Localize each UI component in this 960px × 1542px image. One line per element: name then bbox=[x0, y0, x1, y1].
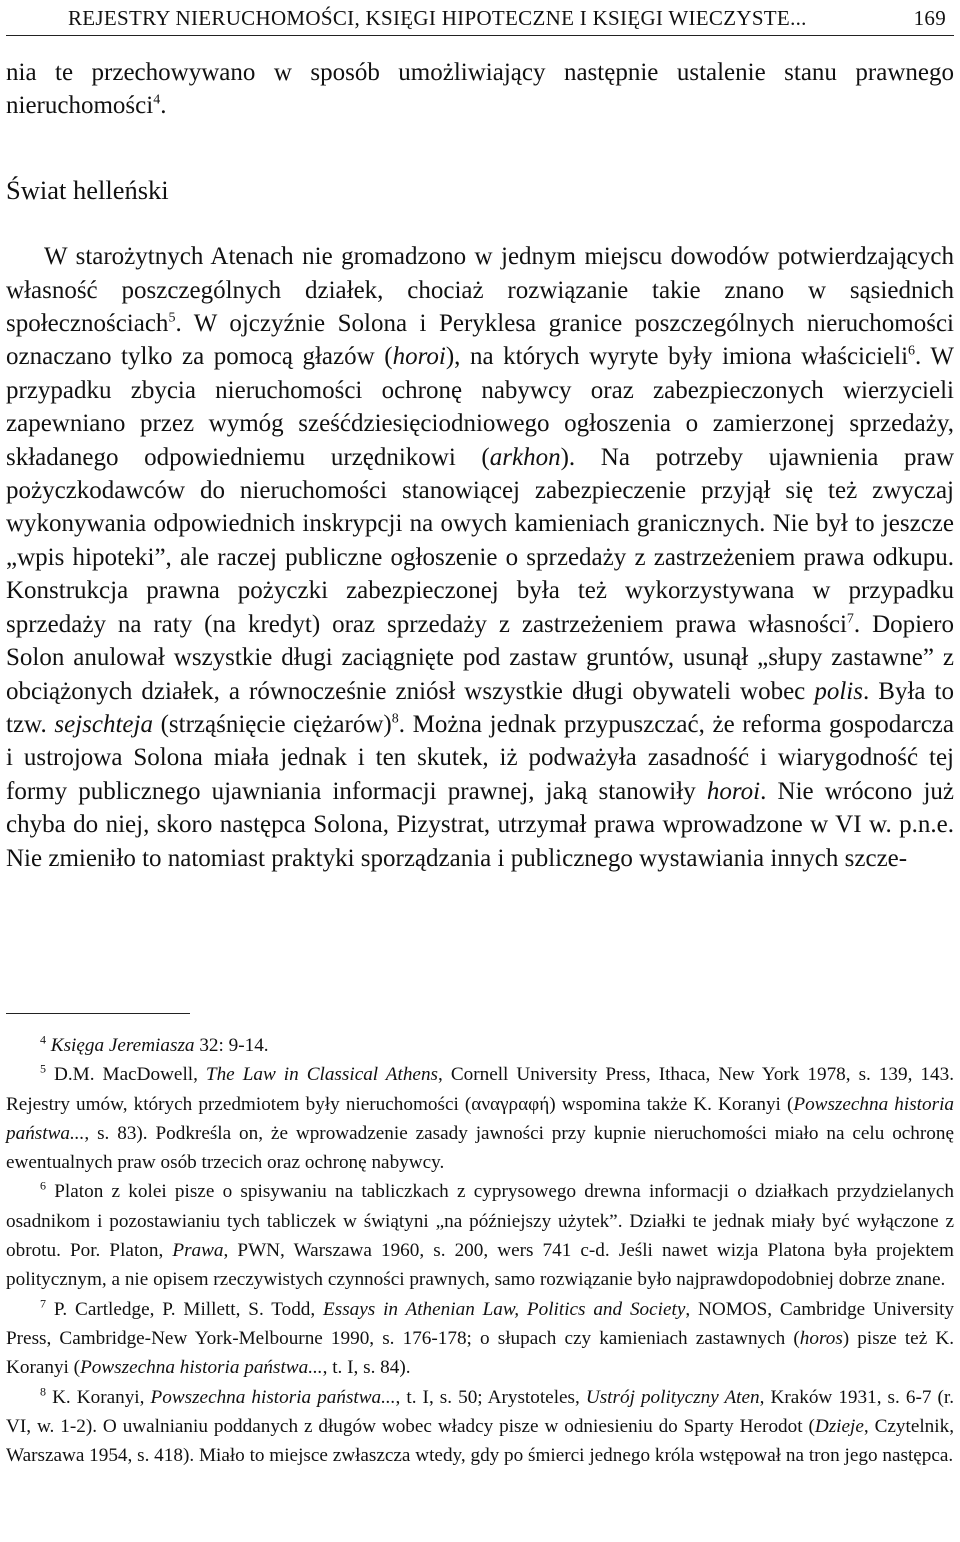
footnote-4: $^4$ Księga Jeremiasza 32: 9-14. bbox=[40, 1032, 269, 1056]
running-header bbox=[6, 0, 954, 36]
running-title: REJESTRY NIERUCHOMOŚCI, KSIĘGI HIPOTECZNE I KSIĘGI WIECZYSTE... bbox=[68, 6, 807, 30]
footnotes bbox=[6, 1031, 954, 1470]
footnote-number: 5 bbox=[40, 1061, 46, 1076]
term-horoi: horoi bbox=[706, 777, 761, 805]
term-sejschteja: sejschteja bbox=[54, 710, 153, 738]
footnote-number: 4 bbox=[40, 1032, 46, 1047]
footnote-ref-5[interactable]: 5 bbox=[168, 310, 176, 326]
footnote-5: $^5$ D.M. MacDowell, The Law in Classical Athens, Cornell University Press, Ithaca, New York 1978, s. 139, 143. Rejestry umów, których przedmiotem były nieruchomości (αναγραφή) wspomina także K. Koranyi (Powszechna historia państwa..., s. 83). Podkreśla on, że wprowadzenie zasady jawności przy kupnie nieruchomości miało na celu ochronę ewentualnych praw osób trzecich oraz ochronę nabywcy. bbox=[6, 1061, 955, 1174]
footnote-8: $^8$ K. Koranyi, Powszechna historia państwa..., t. I, s. 50; Arystoteles, Ustrój polityczny Aten, Kraków 1931, s. 6-7 (r. VI, w. 1-2). O uwalnianiu poddanych z długów wobec władcy pisze w odniesieniu do Sparty Herodot (Dzieje, Czytelnik, Warszawa 1954, s. 418). Miało to miejsce zwłaszcza wtedy, gdy po śmierci jednego króla wstępował na tron jego następca. bbox=[6, 1384, 955, 1467]
spacer bbox=[6, 123, 954, 174]
term-polis: polis bbox=[814, 677, 863, 705]
paragraph: W starożytnych Atenach nie gromadzono w jednym miejscu dowodów potwierdzających własność poszczególnych działek, chociaż rozwiązanie takie znano w sąsiednich społecznościach$^5$. W ojczyźnie Solona i Peryklesa granice poszczególnych nieruchomości oznaczano tylko za pomocą głazów (horoi), na których wyryte były imiona właścicieli$^6$. W przypadku zbycia nieruchomości ochronę nabywcy oraz zabezpieczonych wierzycieli zapewniano przez wymóg sześćdziesięciodniowego ogłoszenia o zamierzonej sprzedaży, składanego odpowiedniemu urzędnikowi (arkhon). Na potrzeby ujawnienia praw pożyczkodawców do nieruchomości stanowiącej zabezpieczenie przyjął się też zwyczaj wykonywania odpowiednich inskrypcji na owych kamieniach granicznych. Nie był to jeszcze „wpis hipoteki”, ale raczej publiczne ogłoszenie o sprzedaży z zastrzeżeniem prawa odkupu. Konstrukcja prawna pożyczki zabezpieczonej była też wykorzystywana w przypadku sprzedaży na raty (na kredyt) oraz sprzedaży z zastrzeżeniem prawa własności$^7$. Dopiero Solon anulował wszystkie długi zaciągnięte pod zastaw gruntów, usunął „słupy zastawne” z obciążonych działek, a równocześnie zniósł wszystkie długi obywateli wobec polis. Była to tzw. sejschteja (strząśnięcie ciężarów)$^8$. Można jednak przypuszczać, że reforma gospodarcza i ustrojowa Solona miała jednak i ten skutek, iż podważyła zasadność i wiarygodność tej formy publicznego ujawniania informacji prawnej, jaką stanowiły horoi. Nie wrócono już chyba do niej, skoro następca Solona, Pizystrat, utrzymał prawa wprowadzone w VI w. p.n.e. Nie zmieniło to natomiast praktyki sporządzania i publicznego wystawiania innych szcze- bbox=[6, 243, 955, 872]
footnote-ref-4[interactable]: 4 bbox=[153, 93, 161, 109]
footnote-ref-8[interactable]: 8 bbox=[391, 711, 399, 727]
main-text bbox=[6, 56, 954, 875]
footnote-7: $^7$ P. Cartledge, P. Millett, S. Todd, Essays in Athenian Law, Politics and Society, NOMOS, Cambridge University Press, Cambridge-New York-Melbourne 1990, s. 176-178; o słupach czy kamieniach zastawnych (horos) pisze też K. Koranyi (Powszechna historia państwa..., t. I, s. 84). bbox=[6, 1296, 955, 1379]
page-number: 169 bbox=[913, 6, 946, 30]
footnote-6: $^6$ Platon z kolei pisze o spisywaniu na tabliczkach z cyprysowego drewna informacji o działkach przydzielanych osadnikom i pozostawianiu tych tabliczek w świątyni „na późniejszy użytek”. Działki te jednak miały być wyłączone z obrotu. Por. Platon, Prawa, PWN, Warszawa 1960, s. 200, wers 741 c-d. Jeśli nawet wizja Platona była projektem politycznym, a nie opisem rzeczywistych czynności prawnych, samo rozwiązanie było najprawdopodobniej dobrze znane. bbox=[6, 1179, 954, 1291]
continuation-paragraph: nia te przechowywano w sposób umożliwiający następnie ustalenie stanu prawnego nieruchomości$^4$. bbox=[6, 59, 954, 120]
spacer bbox=[6, 207, 954, 240]
section-heading: Świat helleński bbox=[6, 174, 169, 205]
footnote-ref-6[interactable]: 6 bbox=[908, 344, 916, 360]
term-horoi: horoi bbox=[392, 343, 446, 371]
term-arkhon: arkhon bbox=[489, 443, 561, 471]
footnote-number: 7 bbox=[40, 1296, 46, 1311]
footnote-ref-7[interactable]: 7 bbox=[846, 611, 854, 627]
footnote-divider bbox=[6, 1013, 190, 1014]
footnote-number: 6 bbox=[40, 1179, 46, 1194]
footnote-number: 8 bbox=[40, 1384, 46, 1399]
